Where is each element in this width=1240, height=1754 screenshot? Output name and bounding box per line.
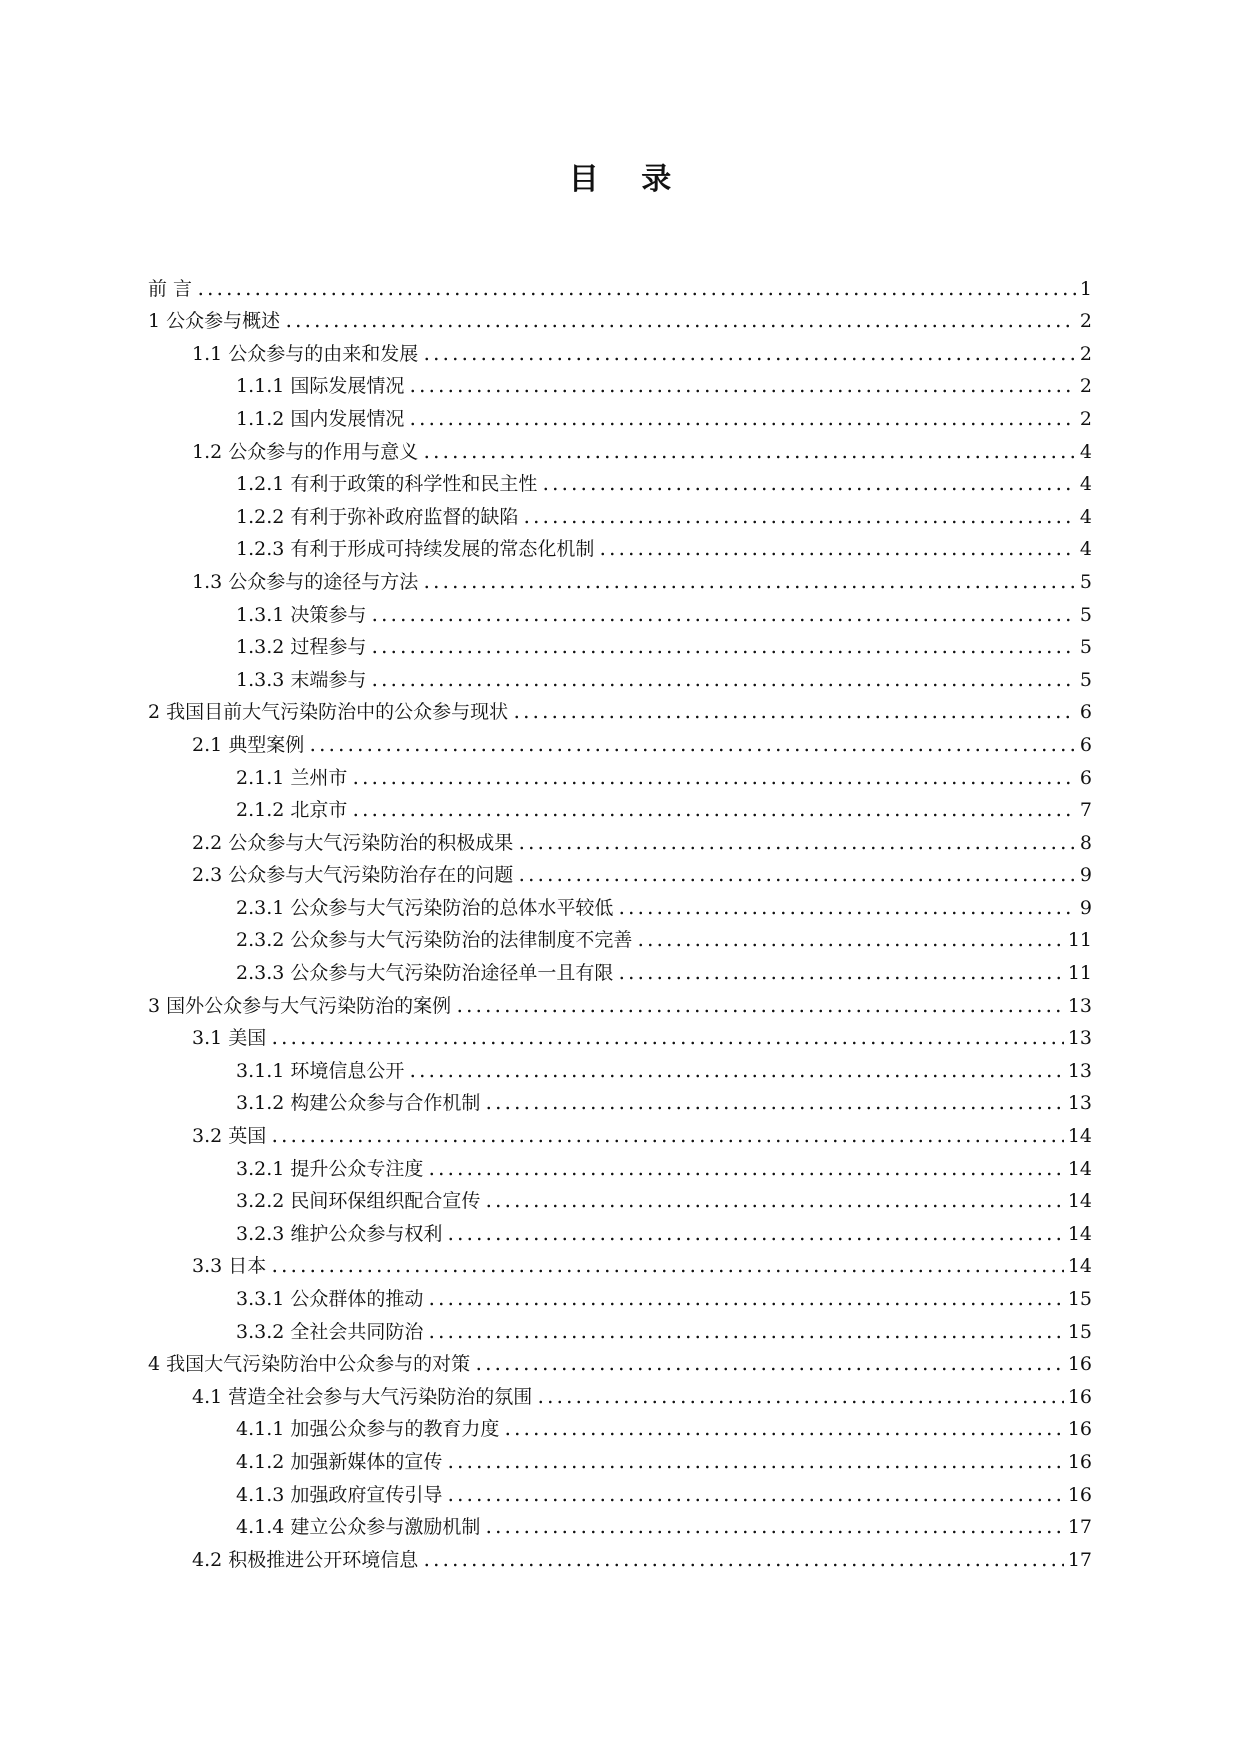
toc-page-number: 16: [1067, 1385, 1092, 1408]
toc-page-number: 4: [1079, 538, 1092, 561]
toc-dot-leader: [541, 487, 1076, 491]
toc-entry-title: 4.1.3 加强政府宣传引导: [236, 1483, 443, 1506]
toc-entry-title: 2.3 公众参与大气污染防治存在的问题: [192, 864, 514, 887]
toc-page-number: 16: [1067, 1483, 1092, 1506]
toc-entry-title: 1.2.1 有利于政策的科学性和民主性: [236, 473, 538, 496]
toc-entry: [148, 561, 1092, 594]
toc-dot-leader: [427, 1172, 1063, 1176]
toc-dot-leader: [517, 846, 1076, 850]
toc-entry-title: 1.3.2 过程参与: [236, 636, 367, 659]
toc-entry: [148, 627, 1092, 660]
toc-dot-leader: [370, 618, 1076, 622]
toc-page-number: 5: [1079, 603, 1092, 626]
toc-entry: [148, 920, 1092, 953]
toc-entry-title: 2.1 典型案例: [192, 733, 305, 756]
toc-page-number: 11: [1067, 962, 1092, 985]
toc-entry-title: 3.2 英国: [192, 1125, 267, 1148]
toc-entry: [148, 1181, 1092, 1214]
toc-entry: [148, 464, 1092, 497]
toc-dot-leader: [503, 1432, 1063, 1436]
toc-entry: [148, 268, 1092, 301]
toc-entry-title: 2.3.1 公众参与大气污染防治的总体水平较低: [236, 896, 614, 919]
toc-entry: [148, 496, 1092, 529]
toc-entry-title: 3.1.1 环境信息公开: [236, 1059, 405, 1082]
toc-page-number: 16: [1067, 1418, 1092, 1441]
toc-page-number: 16: [1067, 1353, 1092, 1376]
toc-page-number: 2: [1079, 407, 1092, 430]
toc-entry-title: 1.2.3 有利于形成可持续发展的常态化机制: [236, 538, 595, 561]
toc-dot-leader: [427, 1335, 1063, 1339]
toc-page-number: 16: [1067, 1450, 1092, 1473]
toc-page-number: 2: [1079, 375, 1092, 398]
toc-list: [148, 268, 1092, 1572]
toc-page-number: 1: [1079, 277, 1092, 300]
toc-dot-leader: [422, 585, 1076, 589]
toc-dot-leader: [408, 389, 1076, 393]
toc-entry: [148, 1083, 1092, 1116]
toc-entry: [148, 724, 1092, 757]
toc-dot-leader: [512, 715, 1076, 719]
toc-dot-leader: [617, 976, 1063, 980]
toc-entry: [148, 822, 1092, 855]
toc-page-number: 6: [1079, 766, 1092, 789]
toc-entry: [148, 398, 1092, 431]
toc-dot-leader: [351, 781, 1076, 785]
toc-page-number: 4: [1079, 505, 1092, 528]
toc-entry: [148, 301, 1092, 334]
toc-entry-title: 2.1.2 北京市: [236, 799, 348, 822]
toc-entry-title: 3.2.3 维护公众参与权利: [236, 1222, 443, 1245]
toc-entry-title: 3.3.1 公众群体的推动: [236, 1288, 424, 1310]
toc-page-number: 14: [1067, 1255, 1092, 1278]
toc-entry-title: 1.1.2 国内发展情况: [236, 407, 405, 430]
toc-entry: [148, 1376, 1092, 1409]
toc-dot-leader: [484, 1204, 1063, 1208]
toc-entry: [148, 757, 1092, 790]
toc-entry: [148, 1148, 1092, 1181]
toc-entry: [148, 855, 1092, 888]
toc-entry: [148, 1474, 1092, 1507]
toc-entry: [148, 1344, 1092, 1377]
toc-entry-title: 3.3.2 全社会共同防治: [236, 1320, 424, 1343]
toc-entry: [148, 1246, 1092, 1279]
toc-dot-leader: [270, 1269, 1064, 1273]
toc-dot-leader: [446, 1498, 1063, 1502]
toc-page-number: 14: [1067, 1190, 1092, 1213]
toc-page-number: 13: [1067, 1027, 1092, 1050]
toc-page-number: 4: [1079, 440, 1092, 463]
toc-page-number: 5: [1079, 570, 1092, 593]
toc-entry-title: 1.2.2 有利于弥补政府监督的缺陷: [236, 505, 519, 528]
toc-page-number: 13: [1067, 994, 1092, 1017]
toc-entry-title: 2.2 公众参与大气污染防治的积极成果: [192, 831, 514, 854]
toc-dot-leader: [351, 813, 1076, 817]
toc-entry-title: 2.3.3 公众参与大气污染防治途径单一且有限: [236, 962, 614, 985]
toc-page-number: 4: [1079, 473, 1092, 496]
toc-page-number: 17: [1067, 1516, 1092, 1539]
toc-entry-title: 4.1.1 加强公众参与的教育力度: [236, 1418, 500, 1441]
toc-dot-leader: [370, 683, 1076, 687]
toc-entry-title: 1.1.1 国际发展情况: [236, 375, 405, 398]
toc-dot-leader: [455, 1009, 1064, 1013]
toc-dot-leader: [370, 650, 1076, 654]
toc-entry-title: 4.2 积极推进公开环境信息: [192, 1548, 419, 1571]
toc-entry-title: 3 国外公众参与大气污染防治的案例: [148, 994, 452, 1017]
toc-dot-leader: [474, 1367, 1064, 1371]
toc-entry-title: 4.1.4 建立公众参与激励机制: [236, 1516, 481, 1539]
toc-dot-leader: [408, 422, 1076, 426]
toc-dot-leader: [196, 292, 1076, 296]
toc-entry-title: 1.3 公众参与的途径与方法: [192, 570, 419, 593]
toc-entry: [148, 366, 1092, 399]
toc-page-number: 8: [1079, 831, 1092, 854]
toc-entry-title: 3.1.2 构建公众参与合作机制: [236, 1092, 481, 1115]
toc-entry: [148, 431, 1092, 464]
toc-entry: [148, 1278, 1092, 1311]
toc-entry: [148, 887, 1092, 920]
toc-entry: [148, 952, 1092, 985]
toc-entry-title: 1.3.1 决策参与: [236, 603, 367, 626]
toc-entry-title: 1.3.3 末端参与: [236, 668, 367, 691]
toc-dot-leader: [598, 552, 1076, 556]
toc-dot-leader: [517, 878, 1076, 882]
toc-dot-leader: [617, 911, 1076, 915]
toc-page-number: 9: [1079, 864, 1092, 887]
toc-dot-leader: [446, 1237, 1063, 1241]
toc-entry-title: 3.2.1 提升公众专注度: [236, 1157, 424, 1180]
toc-page-number: 2: [1079, 342, 1092, 365]
toc-dot-leader: [308, 748, 1076, 752]
toc-dot-leader: [422, 357, 1076, 361]
toc-entry: [148, 333, 1092, 366]
toc-entry-title: 3.3 日本: [192, 1255, 267, 1278]
toc-entry: [148, 1213, 1092, 1246]
toc-entry: [148, 659, 1092, 692]
toc-dot-leader: [636, 943, 1063, 947]
toc-page-number: 7: [1079, 799, 1092, 822]
toc-dot-leader: [422, 455, 1076, 459]
toc-entry-title: 前 言: [148, 277, 193, 300]
toc-dot-leader: [484, 1106, 1063, 1110]
toc-page-number: 13: [1067, 1059, 1092, 1082]
toc-dot-leader: [422, 1563, 1064, 1567]
toc-entry-title: 1 公众参与概述: [148, 310, 281, 333]
toc-page-number: 11: [1067, 929, 1092, 952]
toc-entry: [148, 985, 1092, 1018]
toc-entry-title: 1.2 公众参与的作用与意义: [192, 440, 419, 463]
toc-page-number: 5: [1079, 668, 1092, 691]
toc-entry-title: 2 我国目前大气污染防治中的公众参与现状: [148, 701, 509, 724]
toc-entry: [148, 1018, 1092, 1051]
toc-entry: [148, 594, 1092, 627]
toc-entry: [148, 1441, 1092, 1474]
toc-dot-leader: [522, 520, 1076, 524]
toc-page-number: 14: [1067, 1125, 1092, 1148]
toc-page-number: 5: [1079, 636, 1092, 659]
toc-entry-title: 3.2.2 民间环保组织配合宣传: [236, 1190, 481, 1213]
toc-dot-leader: [284, 324, 1076, 328]
toc-entry: [148, 790, 1092, 823]
toc-entry-title: 2.1.1 兰州市: [236, 766, 348, 789]
toc-page-number: 14: [1067, 1222, 1092, 1245]
toc-entry-title: 1.1 公众参与的由来和发展: [192, 342, 419, 365]
toc-page-number: 6: [1079, 733, 1092, 756]
toc-dot-leader: [446, 1465, 1063, 1469]
toc-page-number: 2: [1079, 310, 1092, 333]
toc-page-number: 6: [1079, 701, 1092, 724]
toc-dot-leader: [484, 1530, 1063, 1534]
toc-entry-title: 3.1 美国: [192, 1027, 267, 1050]
toc-page-number: 17: [1067, 1548, 1092, 1571]
toc-entry: [148, 1409, 1092, 1442]
toc-entry: [148, 1050, 1092, 1083]
toc-entry: [148, 692, 1092, 725]
toc-dot-leader: [408, 1074, 1063, 1078]
toc-entry: [148, 529, 1092, 562]
toc-entry-title: 2.3.2 公众参与大气污染防治的法律制度不完善: [236, 929, 633, 952]
toc-page-number: 13: [1067, 1092, 1092, 1115]
toc-page-number: 15: [1067, 1288, 1092, 1310]
toc-entry: [148, 1507, 1092, 1540]
toc-dot-leader: [270, 1041, 1064, 1045]
toc-dot-leader: [270, 1139, 1064, 1143]
toc-entry: [148, 1539, 1092, 1572]
toc-entry-title: 4.1 营造全社会参与大气污染防治的氛围: [192, 1385, 533, 1408]
toc-dot-leader: [536, 1400, 1064, 1404]
toc-entry: [148, 1115, 1092, 1148]
toc-page-number: 15: [1067, 1320, 1092, 1343]
toc-title: 目 录: [568, 162, 688, 197]
toc-entry-title: 4.1.2 加强新媒体的宣传: [236, 1450, 443, 1473]
toc-entry: [148, 1311, 1092, 1344]
toc-page-number: 9: [1079, 896, 1092, 919]
toc-page-number: 14: [1067, 1157, 1092, 1180]
toc-dot-leader: [427, 1302, 1063, 1306]
toc-entry-title: 4 我国大气污染防治中公众参与的对策: [148, 1353, 471, 1376]
